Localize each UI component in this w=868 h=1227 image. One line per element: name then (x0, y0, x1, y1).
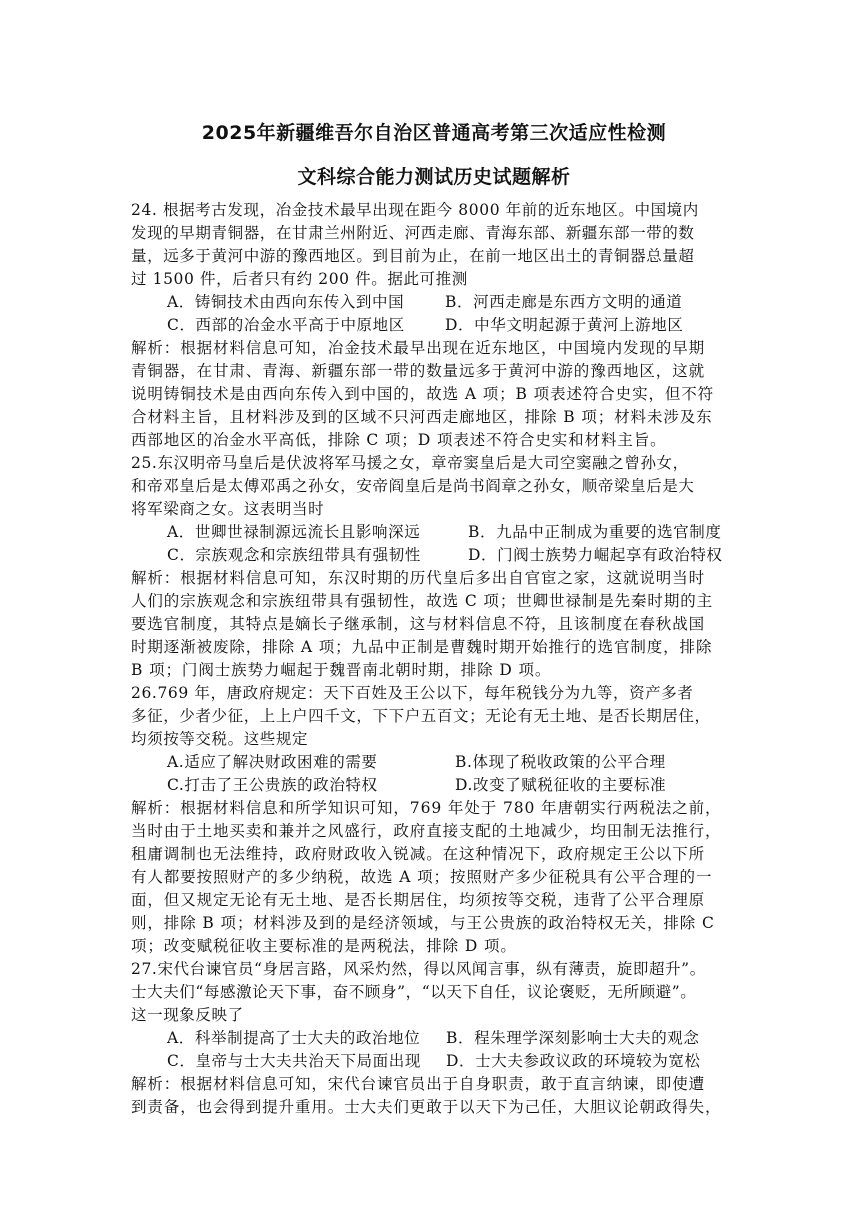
q24-stem-line: 过 1500 件，后者只有约 200 件。据此可推测 (131, 270, 468, 288)
q25-stem-line: 将军梁商之女。这表明当时 (131, 500, 325, 518)
q25-option-a: A．世卿世禄制源远流长且影响深远 (167, 523, 421, 541)
q27-option-b: B．程朱理学深刻影响士大夫的观念 (446, 1029, 700, 1047)
q27-option-c: C．皇帝与士大夫共治天下局面出现 (167, 1052, 421, 1070)
q26-analysis-line: 则，排除 B 项；材料涉及到的是经济领域，与王公贵族的政治特权无关，排除 C (131, 914, 715, 932)
q24-option-b: B．河西走廊是东西方文明的通道 (445, 293, 683, 311)
q27-stem-line: 27.宋代台谏官员“身居言路，风采灼然，得以风闻言事，纵有薄责，旋即超升”。 (131, 960, 706, 978)
q25-stem-line: 和帝邓皇后是太傅邓禹之孙女，安帝阎皇后是尚书阎章之孙女，顺帝梁皇后是大 (131, 477, 695, 495)
q24-option-c: C．西部的冶金水平高于中原地区 (167, 316, 405, 334)
q26-stem-line: 26.769 年，唐政府规定：天下百姓及王公以下，每年税钱分为九等，资产多者 (131, 684, 694, 702)
q25-stem-line: 25.东汉明帝马皇后是伏波将军马援之女，章帝窦皇后是大司空窦融之曾孙女， (131, 454, 689, 472)
q25-analysis-line: 要选官制度，其特点是嫡长子继承制，这与材料信息不符，且该制度在春秋战国 (131, 615, 706, 633)
q24-stem-line: 发现的早期青铜器，在甘肃兰州附近、河西走廊、青海东部、新疆东部一带的数 (131, 224, 695, 242)
q26-option-b: B.体现了税收政策的公平合理 (455, 753, 666, 771)
q25-analysis-line: 解析：根据材料信息可知，东汉时期的历代皇后多出自官宦之家，这就说明当时 (131, 569, 706, 587)
q24-option-a: A．铸铜技术由西向东传入到中国 (167, 293, 405, 311)
q26-analysis-line: 有人都要按照财产的多少纳税，故选 A 项；按照财产多少征税具有公平合理的一 (131, 868, 713, 886)
q24-analysis-line: 西部地区的冶金水平高低，排除 C 项；D 项表述不符合史实和材料主旨。 (131, 431, 667, 449)
q27-option-a: A．科举制提高了士大夫的政治地位 (167, 1029, 421, 1047)
document-subtitle: 文科综合能力测试历史试题解析 (297, 166, 571, 188)
q26-analysis-line: 面，但又规定无论有无土地、是否长期居住，均须按等交税，违背了公平合理原 (131, 891, 706, 909)
q26-analysis-line: 租庸调制也无法维持，政府财政收入锐减。在这种情况下，政府规定王公以下所 (131, 845, 706, 863)
q25-option-b: B．九品中正制成为重要的选官制度 (468, 523, 722, 541)
q24-analysis-line: 说明铸铜技术是由西向东传入到中国的，故选 A 项；B 项表述符合史实，但不符 (131, 385, 715, 403)
q26-analysis-line: 项；改变赋税征收主要标准的是两税法，排除 D 项。 (131, 937, 517, 955)
q26-stem-line: 均须按等交税。这些规定 (131, 730, 309, 748)
q27-option-d: D．士大夫参政议政的环境较为宽松 (446, 1052, 701, 1070)
q25-analysis-line: B 项；门阀士族势力崛起于魏晋南北朝时期，排除 D 项。 (131, 661, 552, 679)
q27-analysis-line: 解析：根据材料信息可知，宋代台谏官员出于自身职责，敢于直言纳谏，即使遭 (131, 1075, 706, 1093)
q25-option-d: D．门阀士族势力崛起享有政治特权 (468, 546, 723, 564)
q26-option-a: A.适应了解决财政困难的需要 (167, 753, 378, 771)
q26-analysis-line: 解析：根据材料信息和所学知识可知，769 年处于 780 年唐朝实行两税法之前， (131, 799, 722, 817)
q24-stem-line: 量，远多于黄河中游的豫西地区。到目前为止，在前一地区出土的青铜器总量超 (131, 247, 695, 265)
q26-option-d: D.改变了赋税征收的主要标准 (455, 776, 667, 794)
q25-analysis-line: 人们的宗族观念和宗族纽带具有强韧性，故选 C 项；世卿世禄制是先秦时期的主 (131, 592, 714, 610)
q25-option-c: C．宗族观念和宗族纽带具有强韧性 (167, 546, 421, 564)
q26-option-c: C.打击了王公贵族的政治特权 (167, 776, 378, 794)
q26-analysis-line: 当时由于土地买卖和兼并之风盛行，政府直接支配的土地减少，均田制无法推行， (131, 822, 722, 840)
document-title: 2025年新疆维吾尔自治区普通高考第三次适应性检测 (201, 122, 667, 144)
q24-analysis-line: 解析：根据材料信息可知，冶金技术最早出现在近东地区，中国境内发现的早期 (131, 339, 706, 357)
q24-analysis-line: 合材料主旨，且材料涉及到的区域不只河西走廊地区，排除 B 项；材料未涉及东 (131, 408, 713, 426)
q27-stem-line: 士大夫们“每感激论天下事，奋不顾身”，“以天下自任，议论褒贬，无所顾避”。 (131, 983, 697, 1001)
q24-analysis-line: 青铜器，在甘肃、青海、新疆东部一带的数量远多于黄河中游的豫西地区，这就 (131, 362, 706, 380)
q27-analysis-line: 到责备，也会得到提升重用。士大夫们更敢于以天下为己任，大胆议论朝政得失， (131, 1098, 722, 1116)
q24-option-d: D．中华文明起源于黄河上游地区 (445, 316, 684, 334)
q26-stem-line: 多征，少者少征，上上户四千文，下下户五百文；无论有无土地、是否长期居住， (131, 707, 711, 725)
q25-analysis-line: 时期逐渐被废除，排除 A 项；九品中正制是曹魏时期开始推行的选官制度，排除 (131, 638, 713, 656)
q24-stem-line: 24. 根据考古发现，冶金技术最早出现在距今 8000 年前的近东地区。中国境内 (131, 201, 699, 219)
q27-stem-line: 这一现象反映了 (131, 1006, 244, 1024)
